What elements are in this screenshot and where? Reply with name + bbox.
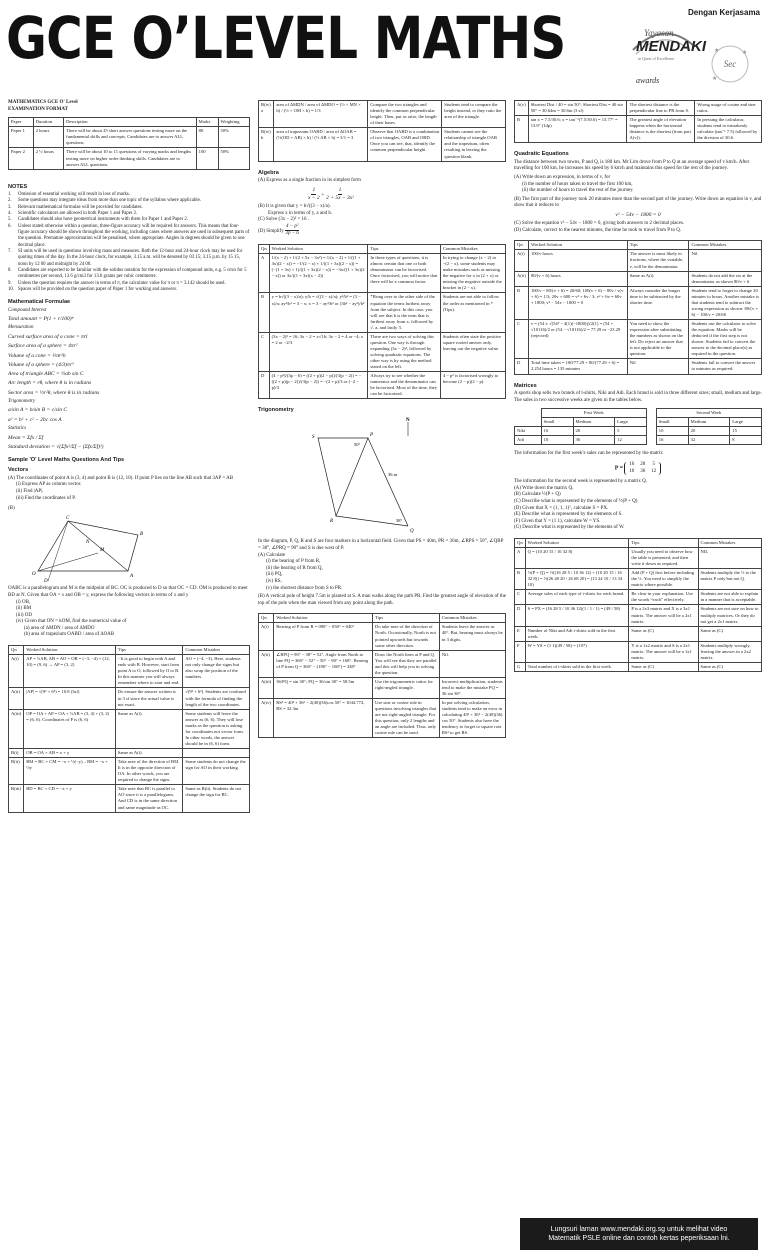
list-item: (D) Given that X = (1, 1, 1)ᵀ, calculate S = PX. [514, 505, 609, 511]
svg-text:R: R [330, 518, 334, 524]
table-row: A(ii) 80/(v + 6) hours Same as A(i) Students do not add the six at the denominator as shown 80/v + 6 [515, 271, 762, 286]
vectors-solution-table [8, 645, 250, 813]
notes-title: NOTES [8, 183, 28, 190]
svg-text:Q: Q [410, 528, 414, 534]
trig-question-a: (A) Calculate [258, 552, 286, 558]
mendaki-logo [628, 20, 706, 85]
list-item: 9. Unless the question requires the answer in terms of π, the calculator value for π or π = 3.142 should be used. [8, 280, 226, 286]
table-header: Qn [515, 241, 529, 250]
table-header: Large [615, 418, 647, 427]
table-row: Niki 16 28 5 10 20 15 [515, 427, 762, 436]
table-row: B y = b√((3 − x)/a); y/b = √((3 − x)/a); y²/b² = (3 − x)/a; ay²/b² = 3 − x; x = 3 − ay²/b² or (3b² − ay²)/b² *Bring over to the other side of the equation the terms furthest away from the subject. In this case, you will see that b is the term that is furthest away from x, followed by √, a, and lastly 3. Students are not able to follow the order as mentioned in *(Tips). [259, 293, 506, 332]
mensuration-formula: Area of triangle ABC = ½ab sin C [8, 371, 84, 378]
table-row: A(i) AP = ⅓AB, AB = AO + OB = (−3, −4) + (12, 10) = (9, 6) → AP = (3, 2) - It is good to begin with A and ends with B. However, start from point A to O, followed by O to B. In this manner you will always remember where to start and end. AO = (−4, −3). Here, students not only change the signs but also swap the position of the numbers. [9, 655, 250, 688]
vector-question-b-label: (B) [8, 506, 15, 512]
column-3 [514, 100, 762, 672]
list-item: (i) OB, [16, 599, 31, 605]
svg-text:★: ★ [712, 76, 718, 82]
table-row: B(i) OB = OA + AB = x + y Same as A(i). [9, 749, 250, 758]
list-item: (b) area of trapezium OABD / area of ΔOAB [24, 632, 115, 638]
algebra-question-c: (C) Solve (3x − 2)² = 16 . [258, 217, 310, 223]
table-cell: 2 hours [33, 127, 63, 148]
yayasan-text: Yayasan [644, 28, 674, 38]
mensuration-formula: Volume of a sphere = (4/3)πr³ [8, 361, 74, 368]
matrices-text: A sports shop sells two brands of t-shirts, Niki and Adi. Each brand is sold in three different sizes; small, medium and large. The sales in two successive weeks are given in the tables below. [514, 390, 762, 403]
svg-text:P: P [370, 432, 374, 438]
table-row: D Total time taken = 100/77.29 + 80/(77.29 + 6) = 2.254 hours = 135 minutes Nil Students fail to convert the answer to minutes as required. [515, 359, 762, 374]
svg-text:50°: 50° [354, 441, 361, 447]
notes-list [8, 192, 250, 293]
mensuration-formula: Sector area = ½r²θ, where θ is in radians [8, 389, 100, 396]
matrix-info-1: The information for the first week’s sales can be represented by the matrix [514, 451, 663, 457]
svg-text:C: C [66, 515, 70, 521]
mensuration-formula: Volume of a cone = ⅓πr²h [8, 352, 66, 359]
quadratic-a-items [514, 182, 762, 195]
list-item: 5. Candidates should also have geometrical instruments with them for Paper 1 and Paper 2. [8, 217, 188, 223]
table-row: F W = YS = (1 1)(49 / 58) = (107) Y is a 1x2 matrix and S is a 2x1 matrix. The answer will be a 1x1 matrix. Students multiply wrongly, leaving the answer in a 2x2 matrix. [515, 641, 762, 662]
statistics-label: Statistics [8, 425, 27, 431]
svg-text:S: S [312, 434, 315, 440]
table-header: Large [730, 418, 762, 427]
table-row: D (4 − p²)/(3p − 6) = ((2 + p)(2 − p))/(3(p − 2)) = −((2 + p)(p − 2))/(3(p − 2)) = −(2 + p)/3 or (−2 − p)/3 Always try to see whether the numerator and the denominator can be factorised. Most of the time, they can be factorised. 4 − p² is factorised wrongly to become (2 − p)(2 − p). [259, 372, 506, 399]
table-cell: Paper 2 [9, 148, 34, 169]
svg-text:★: ★ [714, 48, 720, 54]
mensuration-formula: Arc length = rθ, where θ is in radians [8, 380, 92, 387]
footer-line: Matematik PSLE online dan contoh kertas peperiksaan lni. [548, 1235, 730, 1243]
matrices-solution-table [514, 538, 762, 672]
exam-format-table [8, 117, 250, 169]
mensuration-label: Mensuration [8, 325, 34, 331]
table-header: Qn [9, 646, 24, 655]
award-badge [704, 42, 756, 88]
svg-text:B: B [140, 531, 144, 537]
list-item: (E) Describe what is represented by the elements of S. [514, 512, 623, 518]
matrices-title: Matrices [514, 382, 537, 389]
table-header: Worked Solution [269, 245, 368, 254]
mensuration-formula: Curved surface area of a cone = πrl [8, 334, 88, 341]
vectors-continued-table [258, 100, 506, 162]
list-item: (v) the shortest distance from S to PR. [266, 585, 343, 591]
table-row: A 1/(x − 2) + 1/(2 + 5x − 3x²) = 1/(x − 2) + 1/((1 + 3x)(2 − x)) = −1/(2 − x) + 1/((1 + 3x)(2 − x)) = (−(1 + 3x) + 1)/((1 + 3x)(2 − x)) = −3x/((1 + 3x)(2 − x)) or 3x/((1 + 3x)(x − 2)) In these types of questions, it is almost certain that one or both denominator can be factorised. Once factorised, you will notice that there will be a common factor. In trying to change (x − 2) to −(2 − x), some students may make mistakes such as missing the negative for x in (2 + x) or missing the negative outside the bracket in (2 − x). [259, 254, 506, 293]
sample-title: Sample 'O' Level Maths Questions And Tips [8, 457, 125, 463]
table-header: Qn [515, 538, 526, 547]
compound-interest-formula: Total amount = P(1 + r/100)ⁿ [8, 316, 74, 323]
footer-banner [520, 1218, 758, 1250]
table-row: A(ii) |AP| = √(9² + 6²) = 10.8 (3sf) Do ensure the answer written is in 3 sf since the actual value is not exact. √(9² + 6²). Students are confused with the formula of finding the length of the two coordinates. [9, 688, 250, 709]
list-item: (ii) BM [16, 606, 32, 612]
matrix-info-2: The information for the second week is represented by a matrix Q. [514, 479, 648, 485]
list-item: 2. Some questions may integrate ideas from more than one topic of the syllabus where applicable. [8, 198, 201, 204]
svg-text:★: ★ [742, 50, 748, 56]
compound-interest-label: Compound Interest [8, 307, 47, 313]
vector-question-b: OABC is a parallelogram and M is the midpoint of BC. OC is produced to D so that OC = CD. OM is produced to meet BD at N. Given that OA = x and OB = y, express the following vectors in terms of x and y [8, 586, 248, 598]
table-header: Tips [368, 245, 440, 254]
table-row: B ½(P + Q) = ½[(16 28 5 / 10 36 12) + (10 20 15 / 16 32 8)] = ½(26 48 20 / 26 68 20) = (13 24 10 / 13 34 10) Add (P + Q) first before including the ½. You need to simplify the matrix where possible. Students multiply the ½ to the matrix P only but not Q. [515, 569, 762, 590]
table-cell: 50% [218, 148, 249, 169]
table-row [9, 148, 250, 169]
awards-text: awards [636, 76, 660, 85]
matrix-p: P = 16 28 5 10 36 12 [514, 462, 762, 475]
table-row: B tan x = 7.5/30.6; x = tan⁻¹(7.5/30.6) = 13.77° = 13.8° (1dp) The greatest angle of elevation happens when the horizontal distance is the shortest (from part A(v)). In pressing the calculator, students tend to mistakenly calculate (tan⁻¹ 7.5) followed by the division of 30.6. [515, 116, 762, 143]
trig-question-b: (B) A vertical pole of height 7.5m is planted at S. A man walks along the path PR. Find the greatest angle of elevation of the top of the pole when the man viewed from any point along the path. [258, 594, 507, 606]
table-row: Adi 10 36 12 16 32 8 [515, 436, 762, 445]
table-row: C v = (54 ± √(54² − 4(1)(−1800)))/2(1) = (54 + √10116)/2 or (54 − √10116)/2 = 77.29 or −23.29 (rejected) You need to show the expression after substituting the numbers as shown on the left. Do reject an answer that is not applicable to the question. Students use the calculator to solve the equation. Marks will be deducted if the first step is not shown. Students fail to convert the answer to the decimal place(s) as required in the question. [515, 320, 762, 359]
list-item: (i) Express AP as column vector. [16, 482, 82, 488]
badge-text: Sec [723, 59, 737, 69]
mendaki-text: MENDAKI [636, 38, 706, 55]
svg-text:M: M [100, 547, 105, 553]
list-item: (ii) Find |AP|. [16, 488, 44, 494]
table-header: Paper [9, 118, 34, 127]
table-header: Medium [688, 418, 730, 427]
trig-formula: a² = b² + c² − 2bc cos A [8, 416, 62, 423]
list-item: (B) Calculate ½(P + Q) [514, 492, 561, 498]
table-row: A(i) 100/v hours The answer is most likely in fractions, where the variable, v, will be the denominator. Nil [515, 250, 762, 271]
footer-line: Lungsuri laman www.mendaki.org.sg untuk melihat video [550, 1226, 728, 1233]
table-cell: Paper 1 [9, 127, 34, 148]
table-header: Common Mistakes [440, 245, 505, 254]
table-row: A(iv) RS² = 40² + 36² − 2(40)(36)cos 50° = 1044.772; RS = 32.3m Use sine or cosine rule in questions involving triangles that are not right-angled triangle. For this question, only 2 lengths and an angle are included. Thus, only cosine rule can be used. In put solving calculation, students tend to make an error in calculating 40² + 36² − 2(40)(36) cos 50°. Students also have the tendency to forget to square root RS² to get RS. [259, 699, 506, 738]
format-subtitle: EXAMINATION FORMAT [8, 106, 68, 112]
trig-solution-table [258, 613, 506, 738]
table-cell: 100 [196, 148, 218, 169]
second-week-header: Second Week [656, 409, 761, 418]
star-badge-icon [704, 42, 756, 88]
algebra-question-b2: Express x in terms of y, a and b. [268, 210, 333, 216]
matrix-questions [514, 486, 762, 532]
table-cell: 50% [218, 127, 249, 148]
table-row: B(iv) a area of ΔMDN / area of ΔMDO = (½ × MN × h) / (½ × OM × h) = 1/3 Compare the two triangles and identify the common perpendicular height. Then, put as ratio, the length of their bases. Students tend to compare the height instead, or they ratio the area of the triangle. [259, 101, 506, 128]
svg-text:N: N [86, 539, 90, 545]
table-header: Marks [196, 118, 218, 127]
list-item: (i) the bearing of P from R, [266, 559, 321, 565]
svg-text:D: D [44, 578, 48, 583]
list-item: 10. Spaces will be provided on the question paper of Paper 1 for working and answers. [8, 286, 178, 292]
stat-formula: Standard deviation = √(Σfx²/Σf − (Σfx/Σf)²) [8, 443, 104, 450]
list-item: (iii) OD [16, 612, 32, 618]
table-row: G Total number of t-shirts sold in the first week. Same as (C) Same as (C) [515, 662, 762, 671]
parallelogram-diagram [8, 513, 250, 583]
list-item: 1. Omission of essential working will result in loss of marks. [8, 192, 130, 197]
trigonometry-diagram [258, 416, 506, 536]
table-row: A Q = (10 20 15 / 16 32 8) Usually you need to observe how the table is presented, and then write it down as required. NIL [515, 547, 762, 568]
list-item: (iv) RS, [266, 578, 282, 584]
page-header [0, 0, 768, 96]
algebra-solution-table [258, 244, 506, 399]
list-item: 8. Candidates are expected to be familiar with the solidus notation for the expression of compound units, e.g. 5 cm/s for 5 centimetres per second, 13.6 g/cm3 for 13.6 grams per cubic centimetre. [8, 267, 247, 280]
table-header: Tips [373, 614, 440, 623]
mendaki-tagline: in Quest of Excellence [638, 56, 675, 61]
table-row: A(ii) ∠RPQ = 90° − 38° = 52°. Angle from North to line PQ = 360° − 52° − 50° − 90° = 168°. Bearing of P from Q = 360° − (180° − 168°) = 348° Draw the North lines at P and Q. You will see that they are parallel and this will help you in solving the question. Nil. [259, 650, 506, 677]
list-item: 6. Unless stated otherwise within a question, three-figure accuracy will be required for answers. This means that four-figure accuracy should be shown throughout the working, including cases where answers are used in subsequent parts of the question. Premature approximation will be penalised, where appropriate. Angles in degrees should be given to one decimal place. [8, 223, 250, 248]
vector-b-items [8, 600, 250, 640]
table-header: Medium [573, 418, 615, 427]
svg-text:38°: 38° [396, 517, 403, 523]
list-item: (a) area of ΔMDN / area of ΔMDO [24, 625, 95, 631]
table-header: Small [656, 418, 688, 427]
quadratic-equation: v² − 54v − 1800 = 0 [615, 211, 661, 218]
table-header: Description [64, 118, 197, 127]
table-header: Common Mistakes [439, 614, 505, 623]
list-item: (ii) the number of hours to travel the rest of the journey. [522, 188, 634, 194]
table-row: A(v) Shortest Dist / 40 = sin 50°; Shortest Dist = 40 sin 50° = 30.64m = 30.6m (3 sf) The shortest distance is the perpendicular line to PR from S. Wrong usage of cosine and sine ratios. [515, 101, 762, 116]
table-header: Common Mistakes [698, 538, 761, 547]
table-header: Qn [259, 614, 274, 623]
format-title: MATHEMATICS GCE O' Level [8, 100, 78, 105]
table-row: B(iv) b area of trapezium OABD / area of ΔOAB = (½(OD + AB) × h) / (½ AB × h) = 3/1 = 3 Observe that OABD is a combination of two triangles, OAB and OBD. Once you can see, that, identify the common perpendicular height. Students cannot see the relationship of triangle OAB and the trapezium, often resulting in leaving the question blank. [259, 128, 506, 161]
trig-formula: a/sin A = b/sin B = c/sin C [8, 407, 68, 414]
quadratic-question-c: (C) Solve the equation v² − 54v − 1800 = 0, giving both answers to 2 decimal places. [514, 221, 685, 227]
column-2 [258, 100, 506, 738]
table-row: B 100/v − 80/(v + 6) = 20/60; 100(v + 6) − 80v / v(v + 6) = 1/3; 20v + 600 = v² + 6v / 3; v² + 6v = 60v + 1800; v² − 54v − 1800 = 0 Always consider the longer time to be subtracted by the shorter time. Students tend to forget to change 20 minutes to hours. Another mistake is that students tend to subtract the wrong expression as shown: 80/(v + 6) − 100/v = 20/60 [515, 286, 762, 319]
stat-formula: Mean = Σfx / Σf [8, 434, 44, 441]
quadratic-question-a: (A) Write down an expression, in terms of v, for [514, 174, 611, 180]
table-header: Qn [259, 245, 270, 254]
list-item: (ii) the bearing of R from Q, [266, 565, 323, 571]
list-item: (iv) Given that ON = kOM, find the numerical value of [16, 619, 127, 625]
table-header: Worked Solution [525, 538, 629, 547]
list-item: (F) Given that Y = (1 1), calculate W = YS. [514, 518, 601, 524]
algebra-question-a: (A) Express as a single fraction in its simplest form [258, 177, 361, 183]
column-1 [8, 100, 250, 813]
table-cell: There will be about 10 to 11 questions of varying marks and lengths testing more on higher order thinking skills. Candidates are to answer ALL questions. [64, 148, 197, 169]
table-cell: 2 ½ hours [33, 148, 63, 169]
page-title: GCE O’LEVEL MATHS [6, 4, 566, 72]
list-item: (iii) Find the coordinates of P. [16, 495, 76, 501]
algebra-question-b: (B) It is given that y = b√((3 − x)/a). [258, 204, 331, 210]
table-row [9, 127, 250, 148]
list-item: (G) Describe what is represented by the elements of W. [514, 525, 625, 531]
table-row: B(iii) BD = BC + CD = −x + y Take note that BC is parallel to AO since it is a parallelogram. And CD is in the same direction and same magnitude as OC. Same as B(ii). Students do not change the sign for BC. [9, 785, 250, 812]
weekly-sales-table [514, 408, 762, 445]
vector-a-items [8, 482, 250, 502]
svg-text:N: N [406, 417, 410, 423]
table-header: Tips [627, 241, 689, 250]
trig-continued-table [514, 100, 762, 143]
list-item: 4. Scientific calculators are allowed in both Paper 1 and Paper 2. [8, 210, 138, 216]
vector-question-a: (A) The coordinates of point A is (3, 4) and point B is (12, 10). If point P lies on the line AB such that 3AP = AB [8, 475, 234, 481]
table-cell: 80 [196, 127, 218, 148]
table-header: Worked Solution [24, 646, 116, 655]
table-cell: There will be about 25 short answer questions testing more on the fundamental skills and concepts. Candidates are to answer ALL questions. [64, 127, 197, 148]
table-row: D S = PX = (16 28 5 / 10 36 12)(1 / 1 / 1) = (49 / 58) P is a 2x3 matrix and X is a 3x1 matrix. The answer will be a 2x1 matrix. Students are not sure on how to multiply matrices. Or they do not get a 2x1 matrix. [515, 605, 762, 626]
table-header: Common Mistakes [689, 241, 762, 250]
table-header: Tips [629, 538, 698, 547]
trig-question-text: In the diagram, P, Q, R and S are four markers in a horizontal field. Given that PS = 40m, PR = 36m, ∠RPS = 50°, ∠QRP = 38°, ∠PRQ = 90° and S is due west of P. [258, 539, 504, 551]
list-item: (iii) PQ, [266, 572, 283, 578]
table-header: Common Mistakes [183, 646, 250, 655]
vectors-title: Vectors [8, 467, 29, 474]
trigonometry-title: Trigonometry [258, 407, 294, 414]
table-header: Tips [115, 646, 183, 655]
list-item: 3. Relevant mathematical formulae will be provided for candidates. [8, 204, 143, 210]
table-header: Weighting [218, 118, 249, 127]
table-header: Duration [33, 118, 63, 127]
list-item: (C) Describe what is represented by the elements of ½(P + Q) [514, 498, 638, 504]
algebra-a-expression: $\frac{1}{x - 2}$ + $\frac{1}{\text{2 + 5x − 3x²}}$ [308, 186, 354, 201]
quadratic-question-b: (B) The first part of the journey took 20 minutes more than the second part of the journey. Write down an equation in v, and show that it reduces to [514, 196, 762, 209]
first-week-header: First Week [541, 409, 646, 418]
table-row: A(iii) 36/PQ = sin 38°; PQ = 36/sin 38° = 58.5m Use the trigonometric ratios for right-angled triangle. Incorrect multiplication, students tend to make the mistake PQ = 36 sin 38°. [259, 677, 506, 698]
table-row: A(iii) OP = OA + AP = OA + ⅓AB = (3, 4) + (3, 2) = (6, 6). Coordinates of P is (6, 6) Same as A(i). Some students will leave the answer as (6, 6). They will lose marks as the question is asking for coordinates not vector form. In other words, the answer should be in (6, 6) form. [9, 709, 250, 748]
partner-block [610, 8, 760, 92]
list-item: (i) the number of hours taken to travel the first 100 km, [522, 181, 633, 187]
list-item: (A) Write down the matrix Q. [514, 485, 574, 491]
trigonometry-label: Trigonometry [8, 398, 36, 404]
algebra-question-d: (D) Simplify $\frac{\text{4 − p²}}{3p - 6}$ [258, 223, 299, 237]
svg-text:O: O [32, 571, 36, 577]
table-header: Worked Solution [528, 241, 627, 250]
list-item: 7. SI units will be used in questions involving mass and measures. Both the 12-hour and 24-hour clock may be used for quoting times of the day. In the 24-hour clock, for example, 3.15 a.m. will be denoted by 03 15; 3.15 p.m. by 15 15, noon by 12 00 and midnight by 24 00. [8, 248, 243, 267]
table-row: A(i) Bearing of P from R = 090° − 050° = 040° Do take note of the direction of North. Occasionally, North is not pointed upwards but towards some other direction. Students leave the answer as 40°. But, bearing must always be in 3 digits. [259, 623, 506, 650]
table-row: B(ii) BM = BC + CM = −x + ½(−y)... BM = −x + ½y Take note of the direction of BM. It is in the opposite direction of OA. In other words, you are required to change the signs. Some students do not change the sign for AO in their working. [9, 758, 250, 785]
quadratic-title: Quadratic Equations [514, 151, 569, 158]
table-row: E Number of Niki and Adi t-shirts sold in the first week. Same as (C) Same as (C) [515, 626, 762, 641]
table-row: C (3x − 2)² = 16; 3x − 2 = ±√16; 3x − 2 = 4 or −4; x = 2 or −2/3 There are two ways of solving this question. One way is through expanding (3x − 2)², followed by solving quadratic equations. The other way is by using the method stated on the left. Students often state the positive square rooted answer only, leaving out the negative value. [259, 332, 506, 371]
svg-text:A: A [130, 573, 134, 579]
table-header: Small [541, 418, 573, 427]
formulae-title: Mathematical Formulae [8, 299, 71, 306]
partner-label: Dengan Kerjasama [687, 8, 760, 17]
mensuration-formula: Surface area of a sphere = 4πr² [8, 343, 78, 350]
table-row: C Average sales of each type of t-shirts for each brand. Be clear in your explanation. Use the words “each” effectively. Students are not able to explain in a manner that is acceptable. [515, 590, 762, 605]
algebra-title: Algebra [258, 169, 279, 176]
trig-a-items [258, 559, 506, 592]
quadratic-text: The distance between two towns, P and Q, is 180 km. Mr Lim drove from P to Q at an average speed of v km/h. After travelling for 100 km, he increases his speed by 6 km/h and maintains this speed for the rest of the journey. [514, 159, 750, 172]
svg-text:36 m: 36 m [388, 471, 398, 477]
quadratic-solution-table [514, 240, 762, 374]
quadratic-question-d: (D) Calculate, correct to the nearest minutes, the time he took to travel from P to Q. [514, 227, 682, 233]
table-header: Worked Solution [274, 614, 373, 623]
